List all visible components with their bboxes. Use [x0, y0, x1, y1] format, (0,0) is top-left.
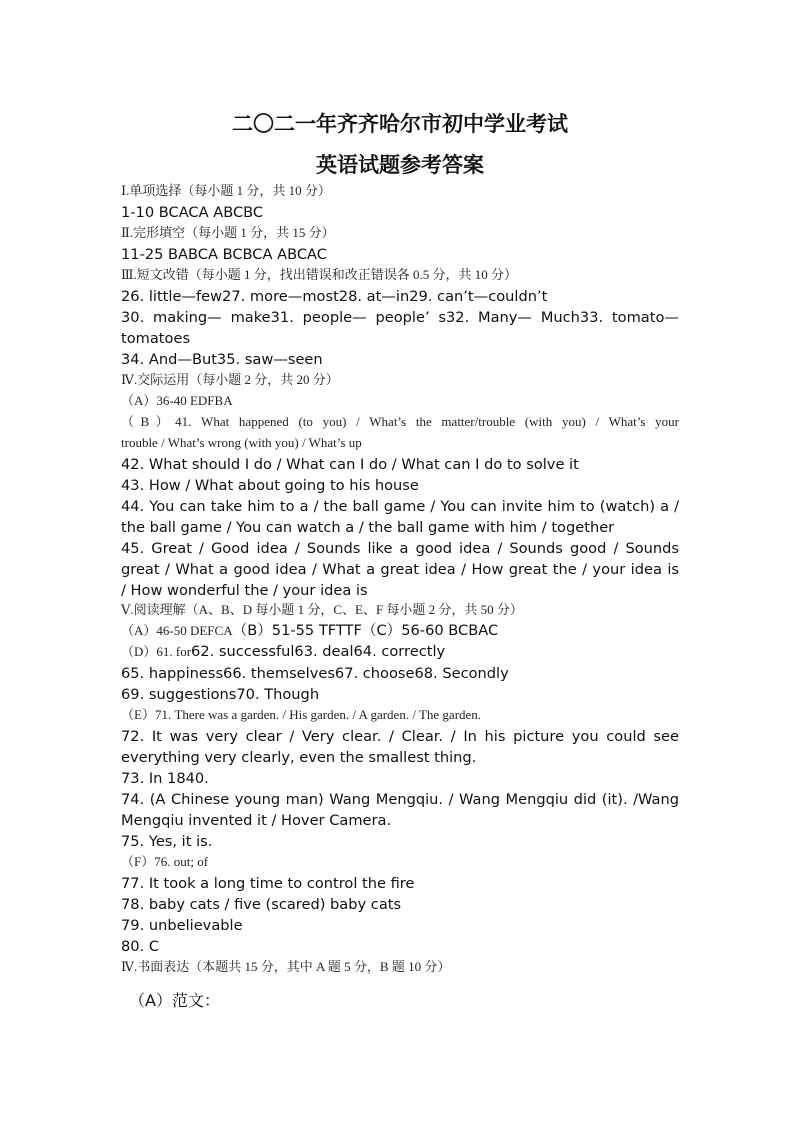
section-3-line-1: 26. little—few27. more—most28. at—in29. can’t—couldn’t — [121, 288, 548, 305]
answer-45-line-1: 45. Great / Good idea / Sounds like a good idea / Sounds good / Sounds — [121, 540, 679, 557]
answer-74-line-1: 74. (A Chinese young man) Wang Mengqiu. / Wang Mengqiu did (it). /Wang — [121, 791, 679, 808]
section-3-line-3: tomatoes — [121, 330, 191, 347]
answer-44-line-1: 44. You can take him to a / the ball game / You can invite him to (watch) a / — [121, 498, 679, 515]
section-5-abc — [121, 621, 679, 641]
answer-79: 79. unbelievable — [121, 917, 243, 934]
section-5-part-d-rest: 62. successful63. deal64. correctly — [191, 643, 446, 660]
answer-45-line-2: great / What a good idea / What a great idea / How great the / your idea is — [121, 561, 679, 578]
answers-65-68: 65. happiness66. themselves67. choose68. Secondly — [121, 665, 509, 682]
answer-72-line-2: everything very clearly, even the smallest thing. — [121, 749, 477, 766]
section-2-answers: 11-25 BABCA BCBCA ABCAC — [121, 246, 327, 263]
answer-44-line-2: the ball game / You can watch a / the ball game with him / together — [121, 519, 615, 536]
section-5-part-d-prefix: （D）61. for — [121, 644, 192, 659]
answer-43: 43. How / What about going to his house — [121, 477, 419, 494]
section-4-header: Ⅳ.交际运用（每小题 2 分，共 20 分） — [121, 372, 339, 387]
answer-45-line-3: / How wonderful the / your idea is — [121, 582, 368, 599]
section-5-part-d — [121, 642, 679, 662]
section-1-header: Ⅰ.单项选择（每小题 1 分，共 10 分） — [121, 183, 331, 198]
answer-80: 80. C — [121, 938, 160, 955]
document-title: 二〇二一年齐齐哈尔市初中学业考试 — [232, 111, 568, 136]
section-1-answers: 1-10 BCACA ABCBC — [121, 204, 264, 221]
sample-essay-label: （A）范文： — [129, 991, 220, 1010]
section-3-line-4: 34. And—But35. saw—seen — [121, 351, 323, 368]
section-5-part-e-71: （E）71. There was a garden. / His garden. / A garden. / The garden. — [121, 707, 482, 722]
section-5-part-a: （A）46-50 DEFCA — [121, 623, 233, 638]
section-3-header: Ⅲ.短文改错（每小题 1 分，找出错误和改正错误各 0.5 分，共 10 分） — [121, 267, 518, 282]
answer-74-line-2: Mengqiu invented it / Hover Camera. — [121, 812, 392, 829]
section-4-part-b-line-2: trouble / What’s wrong (with you) / What’s up — [121, 435, 362, 450]
section-5-part-f-76: （F）76. out; of — [121, 854, 209, 869]
answer-77: 77. It took a long time to control the fire — [121, 875, 415, 892]
section-5-part-bc: （B）51-55 TFTTF（C）56-60 BCBAC — [232, 622, 499, 639]
section-6-header: Ⅳ.书面表达（本题共 15 分，其中 A 题 5 分，B 题 10 分） — [121, 959, 451, 974]
section-4-part-b-line-1: （B）41. What happened (to you) / What’s the matter/trouble (with you) / What’s your — [121, 414, 679, 429]
answers-69-70: 69. suggestions70. Though — [121, 686, 320, 703]
answer-75: 75. Yes, it is. — [121, 833, 213, 850]
document-subtitle: 英语试题参考答案 — [316, 152, 484, 177]
section-5-header: Ⅴ.阅读理解（A、B、D 每小题 1 分，C、E、F 每小题 2 分，共 50 分） — [121, 602, 523, 617]
answer-78: 78. baby cats / five (scared) baby cats — [121, 896, 402, 913]
answer-42: 42. What should I do / What can I do / What can I do to solve it — [121, 456, 579, 473]
answer-72-line-1: 72. It was very clear / Very clear. / Clear. / In his picture you could see — [121, 728, 679, 745]
section-2-header: Ⅱ.完形填空（每小题 1 分，共 15 分） — [121, 225, 335, 240]
section-4-part-a: （A）36-40 EDFBA — [121, 393, 233, 408]
answer-73: 73. In 1840. — [121, 770, 209, 787]
section-3-line-2: 30. making— make31. people— people’ s32. Many— Much33. tomato— — [121, 309, 679, 326]
